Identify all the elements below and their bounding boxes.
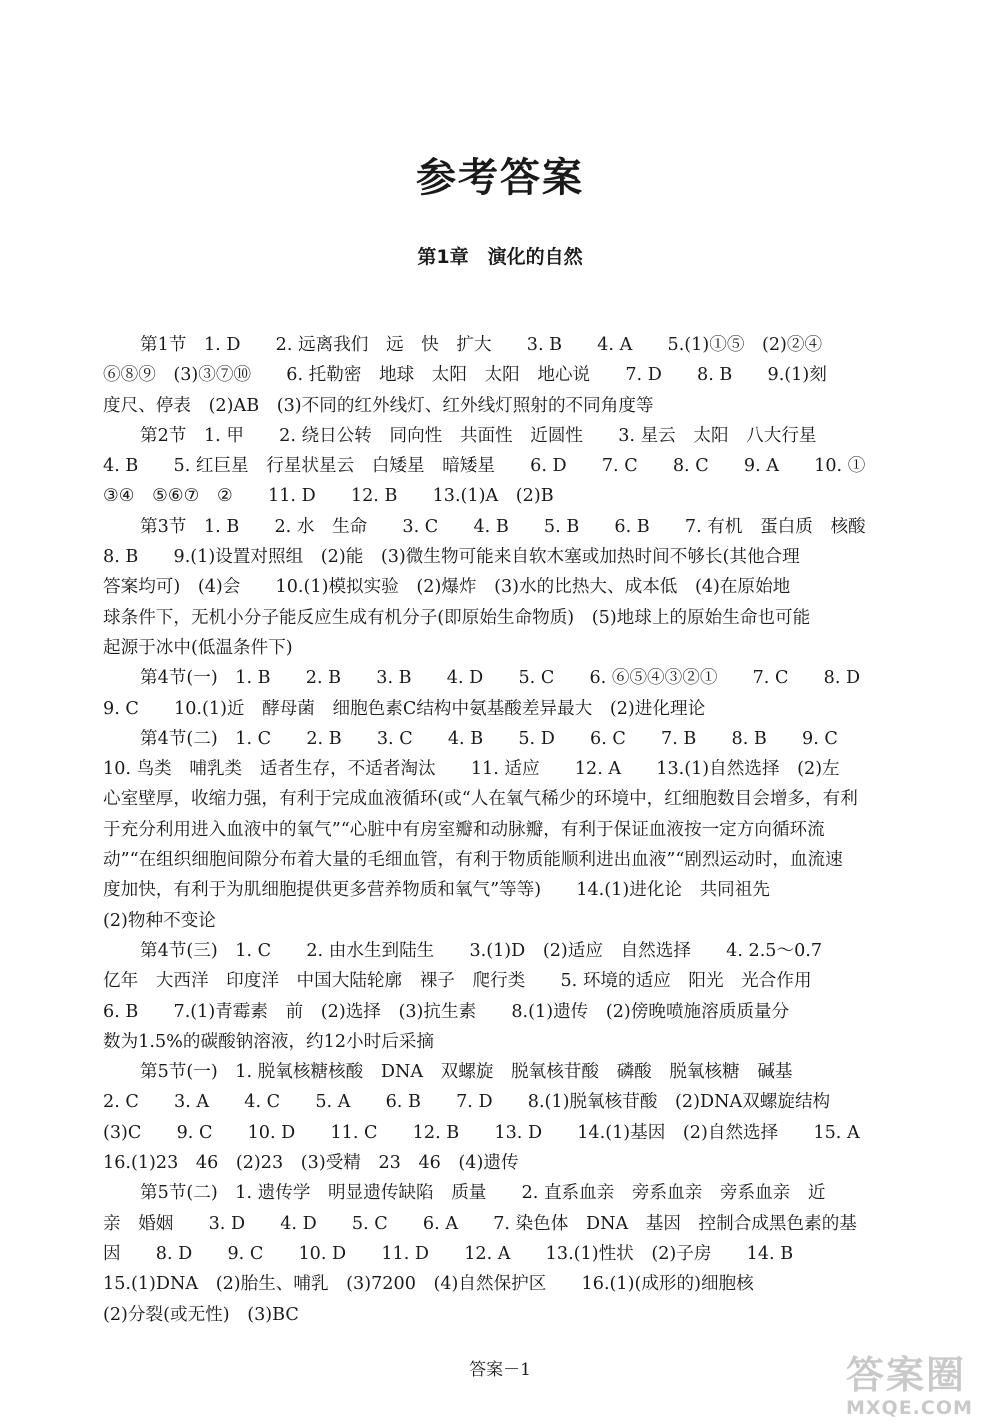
- page-footer: 答案－1: [469, 1360, 531, 1380]
- answer-line: 第3节 1. B 2. 水 生命 3. C 4. B 5. B 6. B 7. 有机 蛋白质 核酸: [140, 516, 866, 537]
- page-title: 参考答案: [416, 155, 584, 201]
- answer-line: ③④ ⑤⑥⑦ ② 11. D 12. B 13.(1)A (2)B: [103, 486, 554, 507]
- chapter-title: 第1章 演化的自然: [417, 246, 583, 268]
- answer-line: 2. C 3. A 4. C 5. A 6. B 7. D 8.(1)脱氧核苷酸 (2)DNA双螺旋结构: [103, 1092, 831, 1113]
- answer-line: 6. B 7.(1)青霉素 前 (2)选择 (3)抗生素 8.(1)遗传 (2)傍晚喷施溶质质量分: [103, 1001, 790, 1022]
- answer-line: 数为1.5%的碳酸钠溶液，约12小时后采摘: [103, 1031, 434, 1052]
- answer-line: 15.(1)DNA (2)胎生、哺乳 (3)7200 (4)自然保护区 16.(1)(成形的)细胞核: [103, 1274, 754, 1295]
- answer-line: 答案均可) (4)会 10.(1)模拟实验 (2)爆炸 (3)水的比热大、成本低 (4)在原始地: [103, 577, 791, 598]
- answer-line: 度加快，有利于为肌细胞提供更多营养物质和氧气”等等) 14.(1)进化论 共同祖先: [103, 880, 770, 901]
- answer-line: 第4节(二) 1. C 2. B 3. C 4. B 5. D 6. C 7. B 8. B 9. C: [140, 728, 838, 749]
- watermark-text: 答案圈: [846, 1353, 967, 1397]
- answer-line: 动”“在组织细胞间隙分布着大量的毛细血管，有利于物质能顺利进出血液”“剧烈运动时，血流速: [103, 850, 843, 871]
- answer-line: (2)物种不变论: [103, 910, 216, 931]
- answer-line: 9. C 10.(1)近 酵母菌 细胞色素C结构中氨基酸差异最大 (2)进化理论: [103, 698, 706, 719]
- answer-line: 心室壁厚，收缩力强，有利于完成血液循环(或“人在氧气稀少的环境中，红细胞数目会增多，有利: [103, 789, 858, 810]
- answer-line: 第1节 1. D 2. 远离我们 远 快 扩大 3. B 4. A 5.(1)①⑤ (2)②④: [140, 335, 823, 355]
- watermark-domain: MXQE.COM: [846, 1397, 973, 1419]
- answer-line: 第4节(一) 1. B 2. B 3. B 4. D 5. C 6. ⑥⑤④③②① 7. C 8. D: [140, 668, 861, 689]
- answer-line: 8. B 9.(1)设置对照组 (2)能 (3)微生物可能来自软木塞或加热时间不够长(其他合理: [103, 547, 800, 568]
- answer-line: 第5节(二) 1. 遗传学 明显遗传缺陷 质量 2. 直系血亲 旁系血亲 旁系血亲 近: [140, 1183, 826, 1204]
- answer-line: 因 8. D 9. C 10. D 11. D 12. A 13.(1)性状 (2)子房 14. B: [103, 1243, 794, 1264]
- answer-line: 亲 婚姻 3. D 4. D 5. C 6. A 7. 染色体 DNA 基因 控制合成黑色素的基: [103, 1213, 857, 1234]
- answer-line: 第2节 1. 甲 2. 绕日公转 同向性 共面性 近圆性 3. 星云 太阳 八大行星: [140, 425, 817, 446]
- answer-line: 起源于冰中(低温条件下): [103, 637, 293, 658]
- answer-line: 10. 鸟类 哺乳类 适者生存，不适者淘汰 11. 适应 12. A 13.(1)自然选择 (2)左: [103, 759, 840, 780]
- answer-line: 亿年 大西洋 印度洋 中国大陆轮廓 裸子 爬行类 5. 环境的适应 阳光 光合作用: [103, 971, 812, 992]
- answer-line: 第5节(一) 1. 脱氧核糖核酸 DNA 双螺旋 脱氧核苷酸 磷酸 脱氧核糖 碱基: [140, 1062, 793, 1083]
- answer-line: 4. B 5. 红巨星 行星状星云 白矮星 暗矮星 6. D 7. C 8. C 9. A 10. ①: [103, 456, 866, 477]
- answer-line: (2)分裂(或无性) (3)BC: [103, 1304, 299, 1325]
- answer-line: 于充分利用进入血液中的氧气”“心脏中有房室瓣和动脉瓣，有利于保证血液按一定方向循环流: [103, 819, 825, 840]
- answer-line: (3)C 9. C 10. D 11. C 12. B 13. D 14.(1)基因 (2)自然选择 15. A: [103, 1122, 860, 1143]
- answer-line: 球条件下，无机小分子能反应生成有机分子(即原始生命物质) (5)地球上的原始生命也可能: [103, 607, 811, 628]
- answer-line: ⑥⑧⑨ (3)③⑦⑩ 6. 托勒密 地球 太阳 太阳 地心说 7. D 8. B 9.(1)刻: [103, 365, 827, 386]
- answer-line: 度尺、停表 (2)AB (3)不同的红外线灯、红外线灯照射的不同角度等: [103, 395, 654, 416]
- answer-line: 第4节(三) 1. C 2. 由水生到陆生 3.(1)D (2)适应 自然选择 4. 2.5～0.7: [140, 940, 823, 961]
- answer-content: [103, 330, 898, 1330]
- answer-line: 16.(1)23 46 (2)23 (3)受精 23 46 (4)遗传: [103, 1153, 519, 1174]
